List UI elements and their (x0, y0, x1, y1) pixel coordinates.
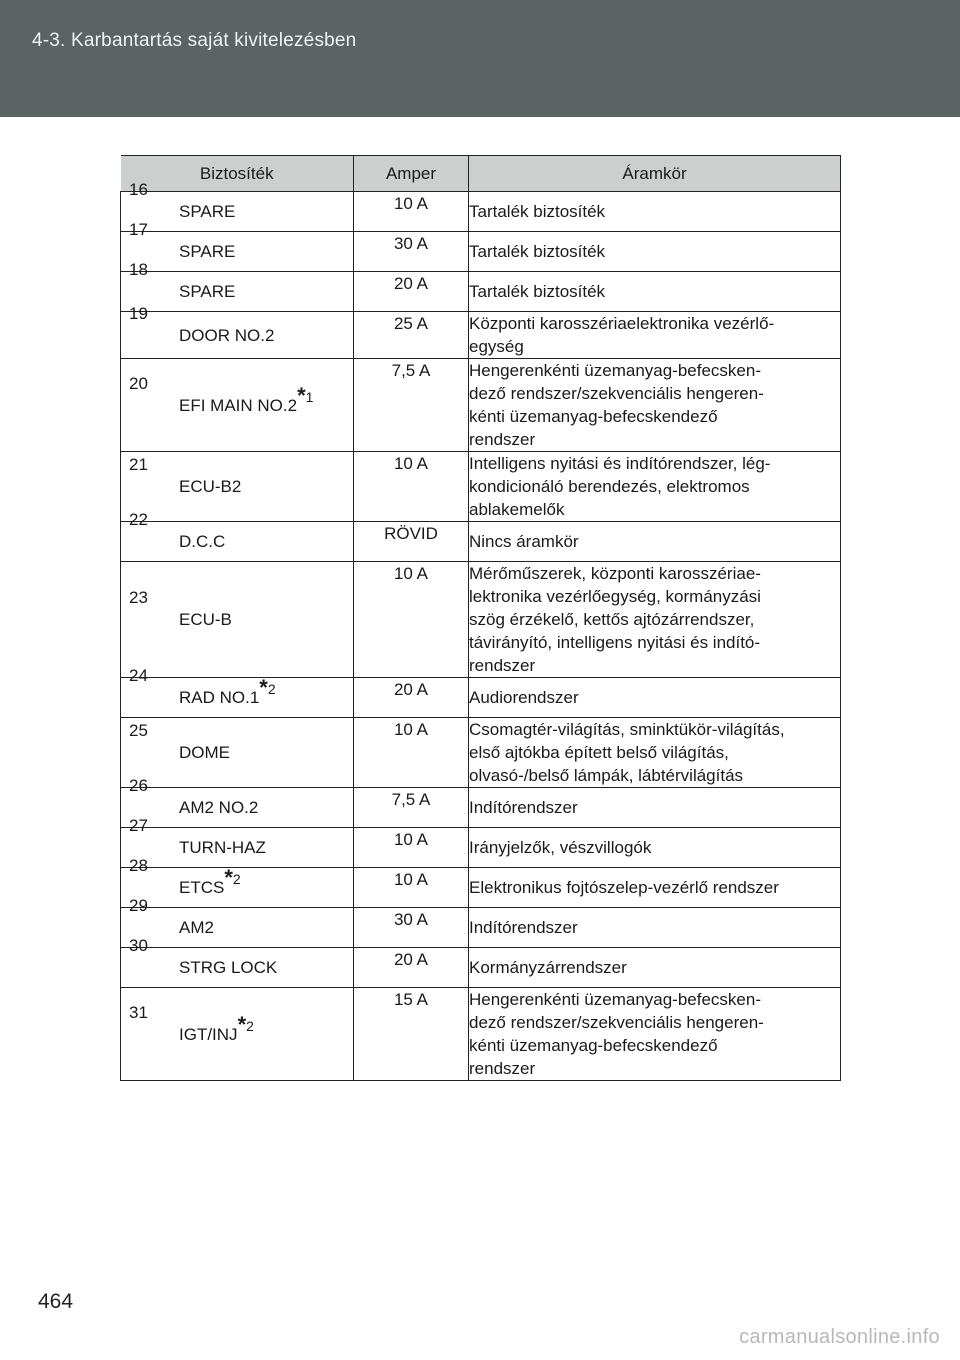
circuit-cell: Elektronikus fojtószelep-vezérlő rendszer (469, 868, 841, 908)
footnote-ref: 2 (246, 1017, 254, 1034)
amper-cell: 10 A (354, 868, 469, 908)
section-title: 4-3. Karbantartás saját kivitelezésben (32, 30, 357, 51)
footnote-ref: 1 (305, 388, 314, 405)
table-row (121, 868, 841, 908)
fuse-cell (121, 896, 354, 948)
fuse-cell (121, 666, 354, 718)
table-row (121, 678, 841, 718)
amper-cell: 10 A (354, 562, 469, 678)
fuse-number: 23 (129, 588, 148, 607)
circuit-cell: Mérőműszerek, központi karosszériae- lektronika vezérlőegység, kormányzási szög érzékelő, kettős ajtózárrendszer, távirányító, intelligens nyitási és indító- rendszer (469, 562, 841, 678)
column-header-amper: Amper (354, 156, 469, 192)
circuit-cell: Indítórendszer (469, 788, 841, 828)
fuse-number: 17 (129, 220, 148, 239)
fuse-name (121, 467, 353, 506)
fuse-name-text: DOME (179, 743, 230, 762)
amper-cell: 30 A (354, 908, 469, 948)
fuse-number: 24 (129, 666, 148, 685)
amper-cell: 7,5 A (354, 359, 469, 452)
fuse-name (121, 600, 353, 639)
fuse-name (121, 733, 353, 772)
fuse-cell (121, 776, 354, 828)
circuit-cell: Hengerenkénti üzemanyag-befecsken- dező rendszer/szekvenciális hengeren- kénti üzemanyag-befecskendező rendszer (469, 359, 841, 452)
amper-cell: 30 A (354, 232, 469, 272)
amper-cell: 7,5 A (354, 788, 469, 828)
circuit-cell: Audiorendszer (469, 678, 841, 718)
fuse-cell (121, 856, 354, 908)
fuse-number: 27 (129, 816, 148, 835)
table-row (121, 562, 841, 678)
amper-cell: 10 A (354, 452, 469, 522)
circuit-cell: Tartalék biztosíték (469, 232, 841, 272)
fuse-name (121, 948, 353, 987)
amper-cell: 20 A (354, 948, 469, 988)
fuse-name (121, 272, 353, 311)
watermark: carmanualsonline.info (739, 1326, 940, 1348)
fuse-cell (121, 718, 354, 788)
fuse-number: 22 (129, 510, 148, 529)
footnote-ref: 2 (267, 681, 276, 697)
amper-cell: 25 A (354, 312, 469, 359)
fuse-name-text: AM2 NO.2 (179, 798, 259, 817)
amper-cell: 10 A (354, 718, 469, 788)
fuse-cell (121, 936, 354, 988)
fuse-name-text: DOOR NO.2 (179, 325, 275, 345)
fuse-cell (121, 816, 354, 868)
fuse-name-text: RAD NO.1 (179, 688, 260, 707)
fuse-name-text: SPARE (179, 202, 236, 221)
amper-cell: 20 A (354, 272, 469, 312)
fuse-name-text: EFI MAIN NO.2 (179, 395, 298, 415)
fuse-cell (121, 452, 354, 522)
fuse-cell (121, 260, 354, 312)
table-row (121, 192, 841, 232)
fuse-name-text: SPARE (179, 242, 236, 261)
fuse-number: 31 (129, 1002, 148, 1022)
circuit-cell: Központi karosszériaelektronika vezérlő- egység (469, 312, 841, 359)
fuse-name-text: ECU-B2 (179, 477, 242, 496)
circuit-cell: Nincs áramkör (469, 522, 841, 562)
fuse-name (121, 908, 353, 947)
fuse-cell (121, 180, 354, 232)
fuse-number: 28 (129, 856, 148, 875)
circuit-cell: Kormányzárrendszer (469, 948, 841, 988)
table-row (121, 828, 841, 868)
amper-cell: 10 A (354, 828, 469, 868)
column-header-circuit: Áramkör (469, 156, 841, 192)
fuse-number: 29 (129, 896, 148, 915)
circuit-cell: Csomagtér-világítás, sminktükör-világítás, első ajtókba épített belső világítás, olvasó-/belső lámpák, lábtérvilágítás (469, 718, 841, 788)
circuit-cell: Tartalék biztosíték (469, 272, 841, 312)
circuit-cell: Hengerenkénti üzemanyag-befecsken- dező rendszer/szekvenciális hengeren- kénti üzemanyag-befecskendező rendszer (469, 988, 841, 1081)
fuse-number: 21 (129, 455, 148, 474)
fuse-name-text: AM2 (179, 918, 214, 937)
footnote-asterisk: * (297, 382, 306, 408)
fuse-name-text: SPARE (179, 282, 236, 301)
circuit-cell: Tartalék biztosíték (469, 192, 841, 232)
fuse-name (121, 522, 353, 561)
fuse-name (121, 316, 353, 355)
fuse-name-text: ECU-B (179, 610, 232, 629)
fuse-number: 20 (129, 373, 148, 393)
footnote-asterisk: * (237, 1011, 247, 1037)
fuse-number: 18 (129, 260, 148, 279)
table-row (121, 718, 841, 788)
footnote-asterisk: * (224, 865, 233, 890)
page-header-band (0, 0, 960, 117)
amper-cell: 15 A (354, 988, 469, 1081)
table-row (121, 232, 841, 272)
amper-cell: RÖVID (354, 522, 469, 562)
fuse-cell (121, 303, 354, 359)
fuse-table (120, 155, 841, 1081)
fuse-name-text: ETCS (179, 878, 225, 897)
table-row (121, 788, 841, 828)
fuse-name-text: STRG LOCK (179, 958, 278, 977)
table-row (121, 272, 841, 312)
fuse-number: 25 (129, 721, 148, 740)
fuse-cell (121, 359, 354, 452)
fuse-name (121, 788, 353, 827)
table-row (121, 452, 841, 522)
fuse-number: 30 (129, 936, 148, 955)
fuse-number: 19 (129, 303, 148, 323)
circuit-cell: Indítórendszer (469, 908, 841, 948)
table-row (121, 908, 841, 948)
footnote-ref: 2 (232, 871, 241, 887)
table-row (121, 312, 841, 359)
amper-cell: 20 A (354, 678, 469, 718)
fuse-cell (121, 988, 354, 1081)
page-number: 464 (38, 1290, 74, 1313)
fuse-number: 26 (129, 776, 148, 795)
fuse-cell (121, 220, 354, 272)
fuse-name (121, 192, 353, 231)
table-row (121, 948, 841, 988)
fuse-name-text: IGT/INJ (179, 1024, 238, 1044)
fuse-name (121, 828, 353, 867)
circuit-cell: Intelligens nyitási és indítórendszer, lég- kondicionáló berendezés, elektromos ablakemelők (469, 452, 841, 522)
footnote-asterisk: * (259, 675, 268, 700)
fuse-cell (121, 562, 354, 678)
fuse-cell (121, 510, 354, 562)
table-row (121, 522, 841, 562)
fuse-name-text: D.C.C (179, 532, 226, 551)
table-row (121, 359, 841, 452)
table-header-row (121, 156, 841, 192)
circuit-cell: Irányjelzők, vészvillogók (469, 828, 841, 868)
table-row (121, 988, 841, 1081)
fuse-name (121, 232, 353, 271)
column-header-fuse: Biztosíték (121, 156, 354, 192)
fuse-name-text: TURN-HAZ (179, 838, 266, 857)
amper-cell: 10 A (354, 192, 469, 232)
fuse-number: 16 (129, 180, 148, 199)
